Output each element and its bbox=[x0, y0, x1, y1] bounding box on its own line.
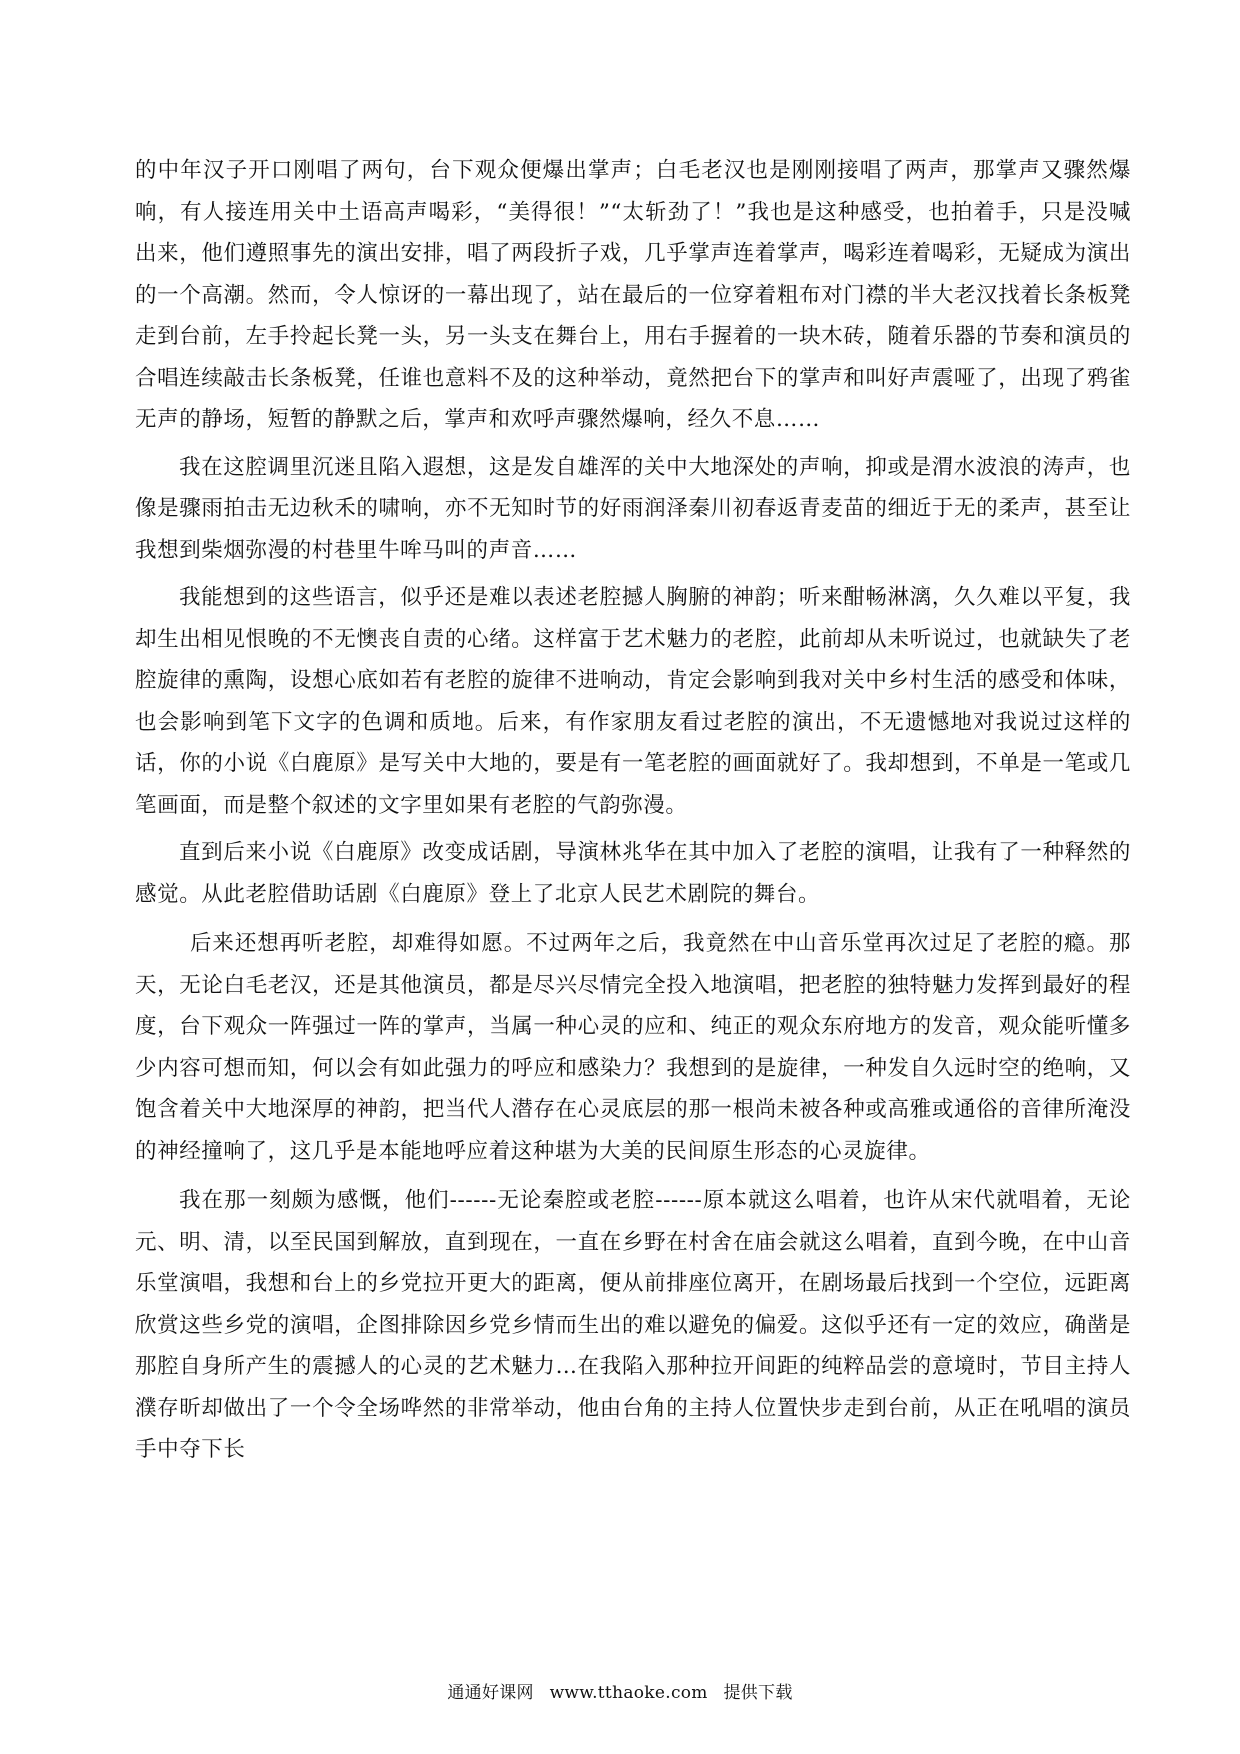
footer-suffix: 提供下载 bbox=[723, 1683, 793, 1703]
footer-url: www.tthaoke.com bbox=[549, 1683, 708, 1703]
paragraph-6: 我在那一刻颇为感慨，他们------无论秦腔或老腔------原本就这么唱着，也许从宋代就唱着，无论元、明、清，以至民国到解放，直到现在，一直在乡野在村舍在庙会就这么唱着，直到今晚，在中山音乐堂演唱，我想和台上的乡党拉开更大的距离，便从前排座位离开，在剧场最后找到一个空位，远距离欣赏这些乡党的演唱，企图排除因乡党乡情而生出的难以避免的偏爱。这似乎还有一定的效应，确凿是那腔自身所产生的震撼人的心灵的艺术魅力…在我陷入那种拉开间距的纯粹品尝的意境时，节目主持人濮存昕却做出了一个令全场哗然的非常举动，他由台角的主持人位置快步走到台前，从正在吼唱的演员手中夺下长 bbox=[135, 1188, 1131, 1462]
footer-site-name: 通通好课网 bbox=[447, 1683, 534, 1703]
paragraph-4: 直到后来小说《白鹿原》改变成话剧，导演林兆华在其中加入了老腔的演唱，让我有了一种释然的感觉。从此老腔借助话剧《白鹿原》登上了北京人民艺术剧院的舞台。 bbox=[135, 840, 1131, 907]
paragraph-2: 我在这腔调里沉迷且陷入遐想，这是发自雄浑的关中大地深处的声响，抑或是渭水波浪的涛声，也像是骤雨拍击无边秋禾的啸响，亦不无知时节的好雨润泽秦川初春返青麦苗的细近于无的柔声，甚至让我想到柴烟弥漫的村巷里牛哞马叫的声音…… bbox=[135, 454, 1131, 563]
paragraph-5: 后来还想再听老腔，却难得如愿。不过两年之后，我竟然在中山音乐堂再次过足了老腔的瘾。那天，无论白毛老汉，还是其他演员，都是尽兴尽情完全投入地演唱，把老腔的独特魅力发挥到最好的程度，台下观众一阵强过一阵的掌声，当属一种心灵的应和、纯正的观众东府地方的发音，观众能听懂多少内容可想而知，何以会有如此强力的呼应和感染力？我想到的是旋律，一种发自久远时空的绝响，又饱含着关中大地深厚的神韵，把当代人潜存在心灵底层的那一根尚未被各种或高雅或通俗的音律所淹没的神经撞响了，这几乎是本能地呼应着这种堪为大美的民间原生形态的心灵旋律。 bbox=[135, 931, 1131, 1164]
paragraph-3: 我能想到的这些语言，似乎还是难以表述老腔撼人胸腑的神韵；听来酣畅淋漓，久久难以平复，我却生出相见恨晚的不无懊丧自责的心绪。这样富于艺术魅力的老腔，此前却从未听说过，也就缺失了老腔旋律的熏陶，设想心底如若有老腔的旋律不进响动，肯定会影响到我对关中乡村生活的感受和体味，也会影响到笔下文字的色调和质地。后来，有作家朋友看过老腔的演出，不无遗憾地对我说过这样的话，你的小说《白鹿原》是写关中大地的，要是有一笔老腔的画面就好了。我却想到，不单是一笔或几笔画面，而是整个叙述的文字里如果有老腔的气韵弥漫。 bbox=[135, 585, 1131, 818]
paragraph-1: 的中年汉子开口刚唱了两句，台下观众便爆出掌声；白毛老汉也是刚刚接唱了两声，那掌声又骤然爆响，有人接连用关中土语高声喝彩，“美得很！”“太斩劲了！”我也是这种感受，也拍着手，只是没喊出来，他们遵照事先的演出安排，唱了两段折子戏，几乎掌声连着掌声，喝彩连着喝彩，无疑成为演出的一个高潮。然而，令人惊讶的一幕出现了，站在最后的一位穿着粗布对门襟的半大老汉找着长条板凳走到台前，左手拎起长凳一头，另一头支在舞台上，用右手握着的一块木砖，随着乐器的节奏和演员的合唱连续敲击长条板凳，任谁也意料不及的这种举动，竟然把台下的掌声和叫好声震哑了，出现了鸦雀无声的静场，短暂的静默之后，掌声和欢呼声骤然爆响，经久不息…… bbox=[135, 158, 1131, 432]
page-footer bbox=[0, 1678, 1240, 1703]
document-body bbox=[135, 150, 1131, 1471]
